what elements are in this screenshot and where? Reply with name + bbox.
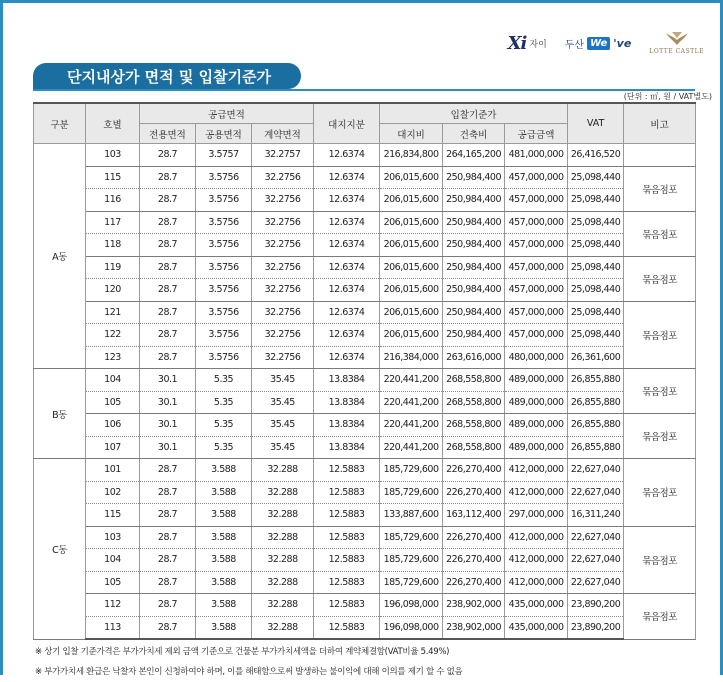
cell-unit-number: 105 [86, 391, 140, 414]
table-row [34, 414, 696, 437]
cell-remarks: 묶음점포 [624, 211, 696, 256]
cell-contract-area: 32.2756 [252, 346, 314, 369]
cell-supply-amount: 412,000,000 [505, 571, 568, 594]
cell-remarks: 묶음점포 [624, 166, 696, 211]
cell-unit-number: 107 [86, 436, 140, 459]
cell-land-cost: 185,729,600 [380, 571, 443, 594]
xi-logo-text: 자이 [529, 39, 547, 50]
cell-remarks: 묶음점포 [624, 301, 696, 369]
header-supply-area: 공급면적 [140, 103, 314, 124]
cell-supply-amount: 457,000,000 [505, 324, 568, 347]
cell-vat: 23,890,200 [568, 594, 624, 617]
cell-vat: 16,311,240 [568, 504, 624, 527]
cell-supply-amount: 435,000,000 [505, 616, 568, 639]
cell-building-cost: 264,165,200 [443, 144, 505, 167]
cell-exclusive-area: 28.7 [140, 504, 196, 527]
cell-building-cost: 238,902,000 [443, 594, 505, 617]
cell-land-share: 12.6374 [314, 279, 380, 302]
cell-remarks: 묶음점포 [624, 414, 696, 459]
cell-exclusive-area: 28.7 [140, 256, 196, 279]
cell-building-cost: 250,984,400 [443, 279, 505, 302]
cell-supply-amount: 457,000,000 [505, 189, 568, 212]
table-row [34, 346, 696, 369]
cell-exclusive-area: 28.7 [140, 346, 196, 369]
cell-common-area: 3.5756 [196, 234, 252, 257]
cell-common-area: 3.588 [196, 571, 252, 594]
cell-exclusive-area: 28.7 [140, 144, 196, 167]
cell-land-share: 12.5883 [314, 481, 380, 504]
cell-supply-amount: 489,000,000 [505, 414, 568, 437]
cell-land-share: 13.8384 [314, 391, 380, 414]
table-body [34, 144, 696, 640]
cell-land-cost: 216,834,800 [380, 144, 443, 167]
cell-unit-number: 113 [86, 616, 140, 639]
table-row [34, 144, 696, 167]
cell-vat: 22,627,040 [568, 526, 624, 549]
cell-common-area: 3.588 [196, 504, 252, 527]
cell-exclusive-area: 28.7 [140, 279, 196, 302]
cell-unit-number: 105 [86, 571, 140, 594]
cell-vat: 22,627,040 [568, 571, 624, 594]
cell-unit-number: 106 [86, 414, 140, 437]
cell-vat: 25,098,440 [568, 324, 624, 347]
cell-contract-area: 32.2756 [252, 301, 314, 324]
group-label: C동 [34, 459, 86, 640]
doosan-logo-text: 두산 [564, 39, 585, 51]
cell-common-area: 3.588 [196, 481, 252, 504]
cell-land-share: 12.5883 [314, 594, 380, 617]
cell-exclusive-area: 28.7 [140, 459, 196, 482]
cell-exclusive-area: 28.7 [140, 571, 196, 594]
cell-building-cost: 250,984,400 [443, 211, 505, 234]
cell-building-cost: 238,902,000 [443, 616, 505, 639]
cell-contract-area: 32.2756 [252, 279, 314, 302]
cell-land-cost: 185,729,600 [380, 459, 443, 482]
table-row [34, 526, 696, 549]
footnotes [35, 642, 462, 682]
cell-contract-area: 32.2757 [252, 144, 314, 167]
cell-building-cost: 250,984,400 [443, 324, 505, 347]
cell-remarks: 묶음점포 [624, 369, 696, 414]
cell-land-cost: 206,015,600 [380, 211, 443, 234]
footnote-1: ※ 상기 입찰 기준가격은 부가가치세 제외 금액 기준으로 건물분 부가가치세액을 더하여 계약체결함(VAT비율 5.49%) [35, 647, 450, 657]
lotte-castle-crest-icon [664, 31, 690, 47]
cell-vat: 25,098,440 [568, 189, 624, 212]
cell-supply-amount: 412,000,000 [505, 481, 568, 504]
cell-land-share: 12.6374 [314, 234, 380, 257]
cell-land-share: 13.8384 [314, 436, 380, 459]
cell-land-share: 12.6374 [314, 346, 380, 369]
cell-supply-amount: 457,000,000 [505, 211, 568, 234]
cell-exclusive-area: 30.1 [140, 436, 196, 459]
cell-exclusive-area: 30.1 [140, 369, 196, 392]
cell-unit-number: 103 [86, 526, 140, 549]
weve-logo-ve: 've [613, 36, 632, 50]
cell-land-cost: 220,441,200 [380, 436, 443, 459]
cell-building-cost: 226,270,400 [443, 571, 505, 594]
cell-building-cost: 250,984,400 [443, 256, 505, 279]
cell-land-share: 12.5883 [314, 571, 380, 594]
cell-exclusive-area: 28.7 [140, 481, 196, 504]
header-remarks: 비고 [624, 103, 696, 144]
table-row [34, 571, 696, 594]
cell-building-cost: 268,558,800 [443, 391, 505, 414]
cell-supply-amount: 457,000,000 [505, 279, 568, 302]
cell-supply-amount: 457,000,000 [505, 256, 568, 279]
cell-contract-area: 32.2756 [252, 324, 314, 347]
cell-building-cost: 268,558,800 [443, 436, 505, 459]
cell-exclusive-area: 28.7 [140, 616, 196, 639]
header-supply-amount: 공급금액 [505, 124, 568, 144]
cell-supply-amount: 489,000,000 [505, 436, 568, 459]
cell-contract-area: 35.45 [252, 391, 314, 414]
cell-unit-number: 117 [86, 211, 140, 234]
cell-common-area: 3.5756 [196, 166, 252, 189]
cell-vat: 25,098,440 [568, 279, 624, 302]
section-title-bar [33, 63, 695, 91]
cell-contract-area: 32.2756 [252, 166, 314, 189]
xi-logo-mark: Xi [507, 32, 527, 54]
cell-supply-amount: 412,000,000 [505, 549, 568, 572]
cell-unit-number: 115 [86, 166, 140, 189]
table-row [34, 391, 696, 414]
cell-building-cost: 250,984,400 [443, 189, 505, 212]
cell-unit-number: 116 [86, 189, 140, 212]
cell-land-share: 13.8384 [314, 369, 380, 392]
cell-land-share: 12.6374 [314, 301, 380, 324]
cell-common-area: 5.35 [196, 391, 252, 414]
cell-exclusive-area: 28.7 [140, 301, 196, 324]
unit-note: (단위 : ㎡, 원 / VAT별도) [623, 92, 712, 101]
cell-building-cost: 250,984,400 [443, 234, 505, 257]
table-row [34, 324, 696, 347]
cell-unit-number: 118 [86, 234, 140, 257]
cell-building-cost: 226,270,400 [443, 459, 505, 482]
table-row [34, 616, 696, 639]
cell-supply-amount: 457,000,000 [505, 301, 568, 324]
doosan-weve-logo [565, 36, 632, 51]
cell-land-cost: 220,441,200 [380, 414, 443, 437]
cell-remarks [624, 144, 696, 167]
cell-supply-amount: 457,000,000 [505, 234, 568, 257]
cell-vat: 26,361,600 [568, 346, 624, 369]
table-row [34, 166, 696, 189]
cell-land-cost: 216,384,000 [380, 346, 443, 369]
cell-unit-number: 115 [86, 504, 140, 527]
lotte-castle-text: LOTTE CASTLE [649, 48, 704, 55]
cell-vat: 26,855,880 [568, 414, 624, 437]
cell-contract-area: 32.2756 [252, 189, 314, 212]
cell-common-area: 3.5756 [196, 324, 252, 347]
cell-common-area: 3.588 [196, 459, 252, 482]
cell-supply-amount: 435,000,000 [505, 594, 568, 617]
table-row [34, 549, 696, 572]
cell-land-share: 12.5883 [314, 549, 380, 572]
cell-building-cost: 226,270,400 [443, 549, 505, 572]
cell-land-cost: 206,015,600 [380, 166, 443, 189]
cell-land-cost: 206,015,600 [380, 301, 443, 324]
cell-land-cost: 133,887,600 [380, 504, 443, 527]
cell-vat: 22,627,040 [568, 481, 624, 504]
cell-vat: 23,890,200 [568, 616, 624, 639]
header-building-cost: 건축비 [443, 124, 505, 144]
cell-land-share: 12.5883 [314, 504, 380, 527]
cell-contract-area: 35.45 [252, 436, 314, 459]
lotte-castle-logo [649, 31, 704, 55]
cell-exclusive-area: 28.7 [140, 166, 196, 189]
cell-land-cost: 196,098,000 [380, 594, 443, 617]
table-row [34, 189, 696, 212]
cell-unit-number: 119 [86, 256, 140, 279]
cell-land-share: 12.6374 [314, 144, 380, 167]
cell-unit-number: 103 [86, 144, 140, 167]
page-title: 단지내상가 면적 및 입찰기준가 [33, 63, 301, 89]
cell-contract-area: 32.2756 [252, 211, 314, 234]
cell-unit-number: 101 [86, 459, 140, 482]
header-bid-price: 입찰기준가 [380, 103, 568, 124]
cell-common-area: 3.5757 [196, 144, 252, 167]
cell-exclusive-area: 28.7 [140, 234, 196, 257]
cell-building-cost: 263,616,000 [443, 346, 505, 369]
cell-common-area: 5.35 [196, 436, 252, 459]
group-label: B동 [34, 369, 86, 459]
cell-building-cost: 226,270,400 [443, 481, 505, 504]
cell-land-cost: 206,015,600 [380, 324, 443, 347]
cell-vat: 25,098,440 [568, 234, 624, 257]
cell-land-share: 12.5883 [314, 616, 380, 639]
cell-land-share: 12.6374 [314, 166, 380, 189]
cell-exclusive-area: 30.1 [140, 391, 196, 414]
cell-vat: 26,855,880 [568, 436, 624, 459]
cell-building-cost: 268,558,800 [443, 414, 505, 437]
cell-remarks: 묶음점포 [624, 594, 696, 640]
cell-contract-area: 32.288 [252, 526, 314, 549]
cell-building-cost: 163,112,400 [443, 504, 505, 527]
table-row [34, 594, 696, 617]
footnote-2: ※ 부가가치세 환급은 낙찰자 본인이 신청하여야 하며, 이를 해태함으로써 발생하는 불이익에 대해 이의를 제기 할 수 없음 [35, 667, 463, 677]
cell-unit-number: 120 [86, 279, 140, 302]
cell-common-area: 3.5756 [196, 256, 252, 279]
cell-remarks: 묶음점포 [624, 526, 696, 594]
price-table [33, 102, 696, 640]
cell-supply-amount: 412,000,000 [505, 459, 568, 482]
cell-supply-amount: 412,000,000 [505, 526, 568, 549]
cell-contract-area: 35.45 [252, 414, 314, 437]
cell-vat: 26,855,880 [568, 369, 624, 392]
header-group: 구분 [34, 103, 86, 144]
header-exclusive-area: 전용면적 [140, 124, 196, 144]
cell-contract-area: 32.2756 [252, 234, 314, 257]
cell-vat: 25,098,440 [568, 301, 624, 324]
cell-unit-number: 123 [86, 346, 140, 369]
table-row [34, 481, 696, 504]
header-contract-area: 계약면적 [252, 124, 314, 144]
cell-exclusive-area: 30.1 [140, 414, 196, 437]
cell-remarks: 묶음점포 [624, 459, 696, 527]
cell-vat: 26,416,520 [568, 144, 624, 167]
header-unit: 호별 [86, 103, 140, 144]
cell-land-cost: 185,729,600 [380, 481, 443, 504]
cell-exclusive-area: 28.7 [140, 324, 196, 347]
cell-supply-amount: 489,000,000 [505, 369, 568, 392]
xi-logo [508, 33, 547, 54]
cell-land-share: 13.8384 [314, 414, 380, 437]
cell-common-area: 5.35 [196, 414, 252, 437]
cell-land-cost: 196,098,000 [380, 616, 443, 639]
cell-unit-number: 122 [86, 324, 140, 347]
cell-unit-number: 121 [86, 301, 140, 324]
cell-unit-number: 112 [86, 594, 140, 617]
cell-contract-area: 32.288 [252, 571, 314, 594]
cell-common-area: 3.5756 [196, 279, 252, 302]
cell-contract-area: 35.45 [252, 369, 314, 392]
cell-land-share: 12.6374 [314, 211, 380, 234]
cell-unit-number: 104 [86, 369, 140, 392]
cell-vat: 22,627,040 [568, 549, 624, 572]
cell-supply-amount: 489,000,000 [505, 391, 568, 414]
table-header [34, 103, 696, 144]
cell-supply-amount: 481,000,000 [505, 144, 568, 167]
cell-common-area: 5.35 [196, 369, 252, 392]
cell-land-share: 12.6374 [314, 324, 380, 347]
cell-exclusive-area: 28.7 [140, 211, 196, 234]
title-underline [33, 89, 695, 91]
cell-supply-amount: 480,000,000 [505, 346, 568, 369]
cell-unit-number: 104 [86, 549, 140, 572]
cell-land-share: 12.5883 [314, 459, 380, 482]
header-land-cost: 대지비 [380, 124, 443, 144]
header-land-share: 대지지분 [314, 103, 380, 144]
cell-vat: 25,098,440 [568, 166, 624, 189]
cell-land-cost: 206,015,600 [380, 234, 443, 257]
table-row [34, 279, 696, 302]
table-row [34, 256, 696, 279]
cell-building-cost: 250,984,400 [443, 166, 505, 189]
header-common-area: 공용면적 [196, 124, 252, 144]
cell-building-cost: 226,270,400 [443, 526, 505, 549]
cell-contract-area: 32.2756 [252, 256, 314, 279]
cell-land-cost: 185,729,600 [380, 549, 443, 572]
cell-remarks: 묶음점포 [624, 256, 696, 301]
cell-common-area: 3.588 [196, 594, 252, 617]
cell-vat: 25,098,440 [568, 211, 624, 234]
cell-building-cost: 250,984,400 [443, 301, 505, 324]
cell-contract-area: 32.288 [252, 594, 314, 617]
table-row [34, 301, 696, 324]
cell-common-area: 3.588 [196, 549, 252, 572]
cell-building-cost: 268,558,800 [443, 369, 505, 392]
table-row [34, 436, 696, 459]
cell-exclusive-area: 28.7 [140, 189, 196, 212]
cell-supply-amount: 297,000,000 [505, 504, 568, 527]
cell-common-area: 3.588 [196, 616, 252, 639]
header-vat: VAT [568, 103, 624, 144]
cell-land-cost: 206,015,600 [380, 279, 443, 302]
cell-supply-amount: 457,000,000 [505, 166, 568, 189]
cell-land-share: 12.6374 [314, 256, 380, 279]
cell-exclusive-area: 28.7 [140, 526, 196, 549]
cell-land-cost: 206,015,600 [380, 256, 443, 279]
cell-exclusive-area: 28.7 [140, 549, 196, 572]
weve-logo-we: We [587, 37, 610, 50]
cell-land-cost: 220,441,200 [380, 391, 443, 414]
cell-land-share: 12.6374 [314, 189, 380, 212]
cell-vat: 26,855,880 [568, 391, 624, 414]
table-row [34, 211, 696, 234]
cell-common-area: 3.5756 [196, 211, 252, 234]
brand-logos [508, 31, 704, 55]
cell-common-area: 3.5756 [196, 301, 252, 324]
cell-vat: 25,098,440 [568, 256, 624, 279]
cell-contract-area: 32.288 [252, 504, 314, 527]
table-row [34, 369, 696, 392]
cell-contract-area: 32.288 [252, 459, 314, 482]
cell-common-area: 3.588 [196, 526, 252, 549]
table-row [34, 234, 696, 257]
table-row [34, 504, 696, 527]
cell-land-cost: 185,729,600 [380, 526, 443, 549]
cell-land-share: 12.5883 [314, 526, 380, 549]
table-row [34, 459, 696, 482]
cell-land-cost: 206,015,600 [380, 189, 443, 212]
cell-common-area: 3.5756 [196, 346, 252, 369]
cell-contract-area: 32.288 [252, 616, 314, 639]
cell-exclusive-area: 28.7 [140, 594, 196, 617]
cell-common-area: 3.5756 [196, 189, 252, 212]
cell-contract-area: 32.288 [252, 549, 314, 572]
cell-vat: 22,627,040 [568, 459, 624, 482]
cell-unit-number: 102 [86, 481, 140, 504]
cell-land-cost: 220,441,200 [380, 369, 443, 392]
cell-contract-area: 32.288 [252, 481, 314, 504]
group-label: A동 [34, 144, 86, 369]
